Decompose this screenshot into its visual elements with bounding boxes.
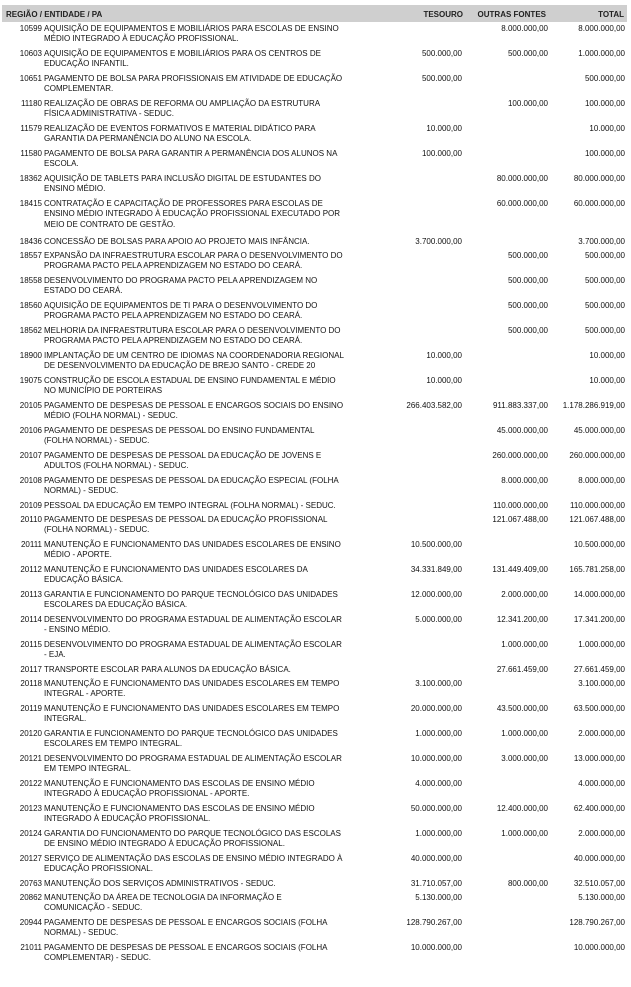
row-total: 500.000,00 <box>584 251 625 260</box>
row-outras-fontes: 1.000.000,00 <box>501 729 548 738</box>
row-description: PESSOAL DA EDUCAÇÃO EM TEMPO INTEGRAL (FOLHA NORMAL) - SEDUC. <box>44 501 336 510</box>
row-description: MANUTENÇÃO E FUNCIONAMENTO DAS ESCOLAS DE ENSINO MÉDIO INTEGRADO À EDUCAÇÃO PROFISSIONAL - APORTE. <box>44 779 315 799</box>
row-description: EXPANSÃO DA INFRAESTRUTURA ESCOLAR PARA O DESENVOLVIMENTO DO PROGRAMA PACTO PELA APRENDIZAGEM NO ESTADO DO CEARÁ. <box>44 251 343 271</box>
table-row <box>0 99 631 124</box>
row-total: 32.510.057,00 <box>573 879 625 888</box>
table-row <box>0 174 631 199</box>
row-description: CONCESSÃO DE BOLSAS PARA APOIO AO PROJETO MAIS INFÂNCIA. <box>44 237 310 246</box>
row-code: 20113 <box>20 590 42 599</box>
row-code: 10603 <box>19 49 42 58</box>
row-description: AQUISIÇÃO DE EQUIPAMENTOS E MOBILIÁRIOS PARA OS CENTROS DE EDUCAÇÃO INFANTIL. <box>44 49 321 69</box>
table-row <box>0 49 631 74</box>
table-row <box>0 326 631 351</box>
row-outras-fontes: 45.000.000,00 <box>496 426 548 435</box>
row-code: 20944 <box>19 918 42 927</box>
row-code: 18558 <box>19 276 42 285</box>
row-tesouro: 100.000,00 <box>421 149 462 158</box>
row-tesouro: 266.403.582,00 <box>406 401 462 410</box>
row-description: IMPLANTAÇÃO DE UM CENTRO DE IDIOMAS NA COORDENADORIA REGIONAL DE DESENVOLVIMENTO DA EDUCAÇÃO DE BREJO SANTO - CREDE 20 <box>44 351 344 371</box>
table-row <box>0 149 631 174</box>
row-description: DESENVOLVIMENTO DO PROGRAMA ESTADUAL DE ALIMENTAÇÃO ESCOLAR EM TEMPO INTEGRAL. <box>44 754 342 774</box>
table-row <box>0 124 631 149</box>
row-description: DESENVOLVIMENTO DO PROGRAMA ESTADUAL DE ALIMENTAÇÃO ESCOLAR - EJA. <box>44 640 342 660</box>
row-total: 63.500.000,00 <box>573 704 625 713</box>
row-description: GARANTIA E FUNCIONAMENTO DO PARQUE TECNOLÓGICO DAS UNIDADES ESCOLARES DA EDUCAÇÃO BÁSICA. <box>44 590 338 610</box>
row-total: 14.000.000,00 <box>573 590 625 599</box>
row-tesouro: 4.000.000,00 <box>415 779 462 788</box>
row-tesouro: 500.000,00 <box>421 74 462 83</box>
row-total: 260.000.000,00 <box>569 451 625 460</box>
row-tesouro: 5.130.000,00 <box>415 893 462 902</box>
row-total: 2.000.000,00 <box>578 829 625 838</box>
row-code: 21011 <box>20 943 42 952</box>
row-total: 60.000.000,00 <box>573 199 625 208</box>
row-tesouro: 1.000.000,00 <box>415 829 462 838</box>
row-tesouro: 3.100.000,00 <box>415 679 462 688</box>
row-tesouro: 10.000.000,00 <box>410 754 462 763</box>
row-description: MELHORIA DA INFRAESTRUTURA ESCOLAR PARA O DESENVOLVIMENTO DO PROGRAMA PACTO PELA APRENDIZAGEM NO ESTADO DO CEARÁ. <box>44 326 341 346</box>
row-outras-fontes: 911.883.337,00 <box>492 401 548 410</box>
row-description: PAGAMENTO DE DESPESAS DE PESSOAL DA EDUCAÇÃO PROFISSIONAL (FOLHA NORMAL) - SEDUC. <box>44 515 328 535</box>
table-row <box>0 729 631 754</box>
row-description: PAGAMENTO DE BOLSA PARA GARANTIR A PERMANÊNCIA DOS ALUNOS NA ESCOLA. <box>44 149 337 169</box>
table-row <box>0 74 631 99</box>
row-code: 20119 <box>20 704 42 713</box>
table-row <box>0 590 631 615</box>
row-description: REALIZAÇÃO DE OBRAS DE REFORMA OU AMPLIAÇÃO DA ESTRUTURA FÍSICA ADMINISTRATIVA - SEDUC. <box>44 99 320 119</box>
row-total: 2.000.000,00 <box>578 729 625 738</box>
table-row <box>0 804 631 829</box>
row-description: PAGAMENTO DE DESPESAS DE PESSOAL E ENCARGOS SOCIAIS (FOLHA COMPLEMENTAR) - SEDUC. <box>44 943 328 963</box>
table-row <box>0 276 631 301</box>
header-outras-fontes: OUTRAS FONTES <box>477 10 546 19</box>
row-outras-fontes: 12.400.000,00 <box>496 804 548 813</box>
row-description: PAGAMENTO DE BOLSA PARA PROFISSIONAIS EM ATIVIDADE DE EDUCAÇÃO COMPLEMENTAR. <box>44 74 343 94</box>
table-row <box>0 829 631 854</box>
row-total: 3.100.000,00 <box>578 679 625 688</box>
row-description: MANUTENÇÃO E FUNCIONAMENTO DAS UNIDADES ESCOLARES DA EDUCAÇÃO BÁSICA. <box>44 565 308 585</box>
table-row <box>0 237 631 251</box>
row-total: 10.000,00 <box>589 124 625 133</box>
row-description: PAGAMENTO DE DESPESAS DE PESSOAL E ENCARGOS SOCIAIS DO ENSINO MÉDIO (FOLHA NORMAL) - SEDUC. <box>44 401 344 421</box>
row-total: 5.130.000,00 <box>578 893 625 902</box>
row-tesouro: 10.500.000,00 <box>410 540 462 549</box>
table-row <box>0 515 631 540</box>
table-header <box>2 5 627 22</box>
row-outras-fontes: 27.661.459,00 <box>496 665 548 674</box>
row-outras-fontes: 100.000,00 <box>507 99 548 108</box>
row-outras-fontes: 1.000.000,00 <box>501 640 548 649</box>
row-tesouro: 1.000.000,00 <box>415 729 462 738</box>
row-description: PAGAMENTO DE DESPESAS DE PESSOAL DA EDUCAÇÃO ESPECIAL (FOLHA NORMAL) - SEDUC. <box>44 476 339 496</box>
row-outras-fontes: 110.000.000,00 <box>492 501 548 510</box>
row-outras-fontes: 800.000,00 <box>507 879 548 888</box>
row-total: 100.000,00 <box>584 149 625 158</box>
row-outras-fontes: 500.000,00 <box>507 301 548 310</box>
row-code: 20111 <box>20 540 42 549</box>
row-code: 18415 <box>19 199 42 208</box>
row-total: 10.000,00 <box>589 376 625 385</box>
row-tesouro: 3.700.000,00 <box>415 237 462 246</box>
row-code: 20114 <box>20 615 42 624</box>
table-row <box>0 893 631 918</box>
row-total: 80.000.000,00 <box>573 174 625 183</box>
row-description: DESENVOLVIMENTO DO PROGRAMA ESTADUAL DE ALIMENTAÇÃO ESCOLAR - ENSINO MÉDIO. <box>44 615 342 635</box>
row-total: 1.000.000,00 <box>578 49 625 58</box>
table-row <box>0 943 631 968</box>
row-outras-fontes: 8.000.000,00 <box>501 476 548 485</box>
row-code: 20124 <box>19 829 42 838</box>
row-code: 20112 <box>20 565 42 574</box>
header-tesouro: TESOURO <box>423 10 463 19</box>
row-description: DESENVOLVIMENTO DO PROGRAMA PACTO PELA APRENDIZAGEM NO ESTADO DO CEARÁ. <box>44 276 318 296</box>
table-row <box>0 565 631 590</box>
row-code: 18436 <box>19 237 42 246</box>
table-row <box>0 918 631 943</box>
row-description: AQUISIÇÃO DE TABLETS PARA INCLUSÃO DIGITAL DE ESTUDANTES DO ENSINO MÉDIO. <box>44 174 321 194</box>
row-tesouro: 128.790.267,00 <box>406 918 462 927</box>
row-outras-fontes: 500.000,00 <box>507 251 548 260</box>
table-row <box>0 679 631 704</box>
row-code: 18560 <box>19 301 42 310</box>
row-total: 4.000.000,00 <box>578 779 625 788</box>
row-total: 3.700.000,00 <box>578 237 625 246</box>
row-total: 10.000,00 <box>589 351 625 360</box>
row-outras-fontes: 60.000.000,00 <box>496 199 548 208</box>
header-total: TOTAL <box>598 10 624 19</box>
row-outras-fontes: 500.000,00 <box>507 326 548 335</box>
row-code: 19075 <box>19 376 42 385</box>
row-description: MANUTENÇÃO E FUNCIONAMENTO DAS ESCOLAS DE ENSINO MÉDIO INTEGRADO À EDUCAÇÃO PROFISSIONAL. <box>44 804 315 824</box>
row-code: 18557 <box>19 251 42 260</box>
row-total: 27.661.459,00 <box>573 665 625 674</box>
row-total: 500.000,00 <box>584 276 625 285</box>
row-code: 20862 <box>19 893 42 902</box>
row-total: 10.500.000,00 <box>573 540 625 549</box>
row-tesouro: 31.710.057,00 <box>410 879 462 888</box>
row-code: 20106 <box>19 426 42 435</box>
row-code: 20121 <box>19 754 42 763</box>
row-description: PAGAMENTO DE DESPESAS DE PESSOAL DO ENSINO FUNDAMENTAL (FOLHA NORMAL) - SEDUC. <box>44 426 315 446</box>
row-total: 13.000.000,00 <box>573 754 625 763</box>
row-tesouro: 10.000,00 <box>426 351 462 360</box>
row-description: MANUTENÇÃO E FUNCIONAMENTO DAS UNIDADES ESCOLARES EM TEMPO INTEGRAL. <box>44 704 340 724</box>
row-code: 20120 <box>19 729 42 738</box>
header-region: REGIÃO / ENTIDADE / PA <box>6 10 103 19</box>
table-row <box>0 24 631 49</box>
row-outras-fontes: 121.067.488,00 <box>492 515 548 524</box>
table-row <box>0 501 631 515</box>
table-body <box>0 24 631 968</box>
row-outras-fontes: 2.000.000,00 <box>501 590 548 599</box>
row-total: 8.000.000,00 <box>578 476 625 485</box>
row-tesouro: 10.000,00 <box>426 124 462 133</box>
table-row <box>0 854 631 879</box>
row-code: 20109 <box>19 501 42 510</box>
row-total: 500.000,00 <box>584 301 625 310</box>
table-row <box>0 476 631 501</box>
table-row <box>0 251 631 276</box>
row-description: CONTRATAÇÃO E CAPACITAÇÃO DE PROFESSORES PARA ESCOLAS DE ENSINO MÉDIO INTEGRADO À EDUCAÇÃO PROFISSIONAL EXECUTADO POR MEIO DE CONTRATO DE GESTÃO. <box>44 199 341 229</box>
row-code: 20115 <box>20 640 42 649</box>
row-total: 1.000.000,00 <box>578 640 625 649</box>
row-tesouro: 12.000.000,00 <box>410 590 462 599</box>
row-tesouro: 40.000.000,00 <box>410 854 462 863</box>
row-description: CONSTRUÇÃO DE ESCOLA ESTADUAL DE ENSINO FUNDAMENTAL E MÉDIO NO MUNICÍPIO DE PORTEIRAS <box>44 376 336 396</box>
row-tesouro: 10.000.000,00 <box>410 943 462 952</box>
row-code: 20105 <box>19 401 42 410</box>
table-row <box>0 640 631 665</box>
row-total: 1.178.286.919,00 <box>562 401 625 410</box>
table-row <box>0 879 631 893</box>
table-row <box>0 351 631 376</box>
row-total: 8.000.000,00 <box>578 24 625 33</box>
row-code: 20118 <box>20 679 42 688</box>
row-outras-fontes: 12.341.200,00 <box>496 615 548 624</box>
row-tesouro: 500.000,00 <box>421 49 462 58</box>
row-total: 62.400.000,00 <box>573 804 625 813</box>
row-tesouro: 10.000,00 <box>426 376 462 385</box>
row-description: MANUTENÇÃO DA ÁREA DE TECNOLOGIA DA INFORMAÇÃO E COMUNICAÇÃO - SEDUC. <box>44 893 282 913</box>
row-description: MANUTENÇÃO DOS SERVIÇOS ADMINISTRATIVOS - SEDUC. <box>44 879 276 888</box>
row-description: AQUISIÇÃO DE EQUIPAMENTOS E MOBILIÁRIOS PARA ESCOLAS DE ENSINO MÉDIO INTEGRADO À EDUCAÇÃO PROFISSIONAL. <box>44 24 339 44</box>
row-total: 40.000.000,00 <box>573 854 625 863</box>
row-outras-fontes: 260.000.000,00 <box>492 451 548 460</box>
row-total: 500.000,00 <box>584 74 625 83</box>
row-total: 128.790.267,00 <box>569 918 625 927</box>
row-outras-fontes: 3.000.000,00 <box>501 754 548 763</box>
row-code: 18562 <box>19 326 42 335</box>
table-row <box>0 540 631 565</box>
table-row <box>0 754 631 779</box>
row-total: 500.000,00 <box>584 326 625 335</box>
table-row <box>0 301 631 326</box>
row-code: 20763 <box>19 879 42 888</box>
row-outras-fontes: 8.000.000,00 <box>501 24 548 33</box>
row-code: 10599 <box>19 24 42 33</box>
table-row <box>0 451 631 476</box>
row-total: 45.000.000,00 <box>573 426 625 435</box>
row-total: 165.781.258,00 <box>569 565 625 574</box>
row-description: PAGAMENTO DE DESPESAS DE PESSOAL E ENCARGOS SOCIAIS (FOLHA NORMAL) - SEDUC. <box>44 918 328 938</box>
row-outras-fontes: 500.000,00 <box>507 49 548 58</box>
row-total: 121.067.488,00 <box>569 515 625 524</box>
table-row <box>0 199 631 237</box>
row-outras-fontes: 131.449.409,00 <box>492 565 548 574</box>
row-outras-fontes: 1.000.000,00 <box>501 829 548 838</box>
row-code: 20107 <box>19 451 42 460</box>
row-description: TRANSPORTE ESCOLAR PARA ALUNOS DA EDUCAÇÃO BÁSICA. <box>44 665 291 674</box>
row-description: SERVIÇO DE ALIMENTAÇÃO DAS ESCOLAS DE ENSINO MÉDIO INTEGRADO À EDUCAÇÃO PROFISSIONAL. <box>44 854 343 874</box>
row-total: 10.000.000,00 <box>573 943 625 952</box>
row-tesouro: 34.331.849,00 <box>410 565 462 574</box>
row-code: 20122 <box>19 779 42 788</box>
row-total: 100.000,00 <box>584 99 625 108</box>
row-code: 20110 <box>20 515 42 524</box>
row-code: 11180 <box>20 99 42 108</box>
table-row <box>0 376 631 401</box>
row-total: 17.341.200,00 <box>573 615 625 624</box>
row-description: MANUTENÇÃO E FUNCIONAMENTO DAS UNIDADES ESCOLARES EM TEMPO INTEGRAL - APORTE. <box>44 679 340 699</box>
row-code: 20127 <box>19 854 42 863</box>
row-outras-fontes: 80.000.000,00 <box>496 174 548 183</box>
row-code: 10651 <box>19 74 42 83</box>
row-code: 20123 <box>19 804 42 813</box>
table-row <box>0 779 631 804</box>
row-tesouro: 50.000.000,00 <box>410 804 462 813</box>
table-row <box>0 704 631 729</box>
row-description: AQUISIÇÃO DE EQUIPAMENTOS DE TI PARA O DESENVOLVIMENTO DO PROGRAMA PACTO PELA APRENDIZAGEM NO ESTADO DO CEARÁ. <box>44 301 318 321</box>
row-code: 20108 <box>19 476 42 485</box>
row-outras-fontes: 43.500.000,00 <box>496 704 548 713</box>
row-description: MANUTENÇÃO E FUNCIONAMENTO DAS UNIDADES ESCOLARES DE ENSINO MÉDIO - APORTE. <box>44 540 341 560</box>
row-outras-fontes: 500.000,00 <box>507 276 548 285</box>
row-code: 20117 <box>20 665 42 674</box>
row-code: 11579 <box>20 124 42 133</box>
row-description: GARANTIA E FUNCIONAMENTO DO PARQUE TECNOLÓGICO DAS UNIDADES ESCOLARES EM TEMPO INTEGRAL. <box>44 729 338 749</box>
table-row <box>0 401 631 426</box>
row-code: 18900 <box>19 351 42 360</box>
row-description: GARANTIA DO FUNCIONAMENTO DO PARQUE TECNOLÓGICO DAS ESCOLAS DE ENSINO MÉDIO INTEGRADO À EDUCAÇÃO PROFISSIONAL. <box>44 829 341 849</box>
row-code: 18362 <box>19 174 42 183</box>
row-description: REALIZAÇÃO DE EVENTOS FORMATIVOS E MATERIAL DIDÁTICO PARA GARANTIA DA PERMANÊNCIA DO ALUNO NA ESCOLA. <box>44 124 316 144</box>
row-tesouro: 20.000.000,00 <box>410 704 462 713</box>
row-tesouro: 5.000.000,00 <box>415 615 462 624</box>
table-row <box>0 426 631 451</box>
row-description: PAGAMENTO DE DESPESAS DE PESSOAL DA EDUCAÇÃO DE JOVENS E ADULTOS (FOLHA NORMAL) - SEDUC. <box>44 451 322 471</box>
row-total: 110.000.000,00 <box>569 501 625 510</box>
row-code: 11580 <box>20 149 42 158</box>
table-row <box>0 665 631 679</box>
table-row <box>0 615 631 640</box>
